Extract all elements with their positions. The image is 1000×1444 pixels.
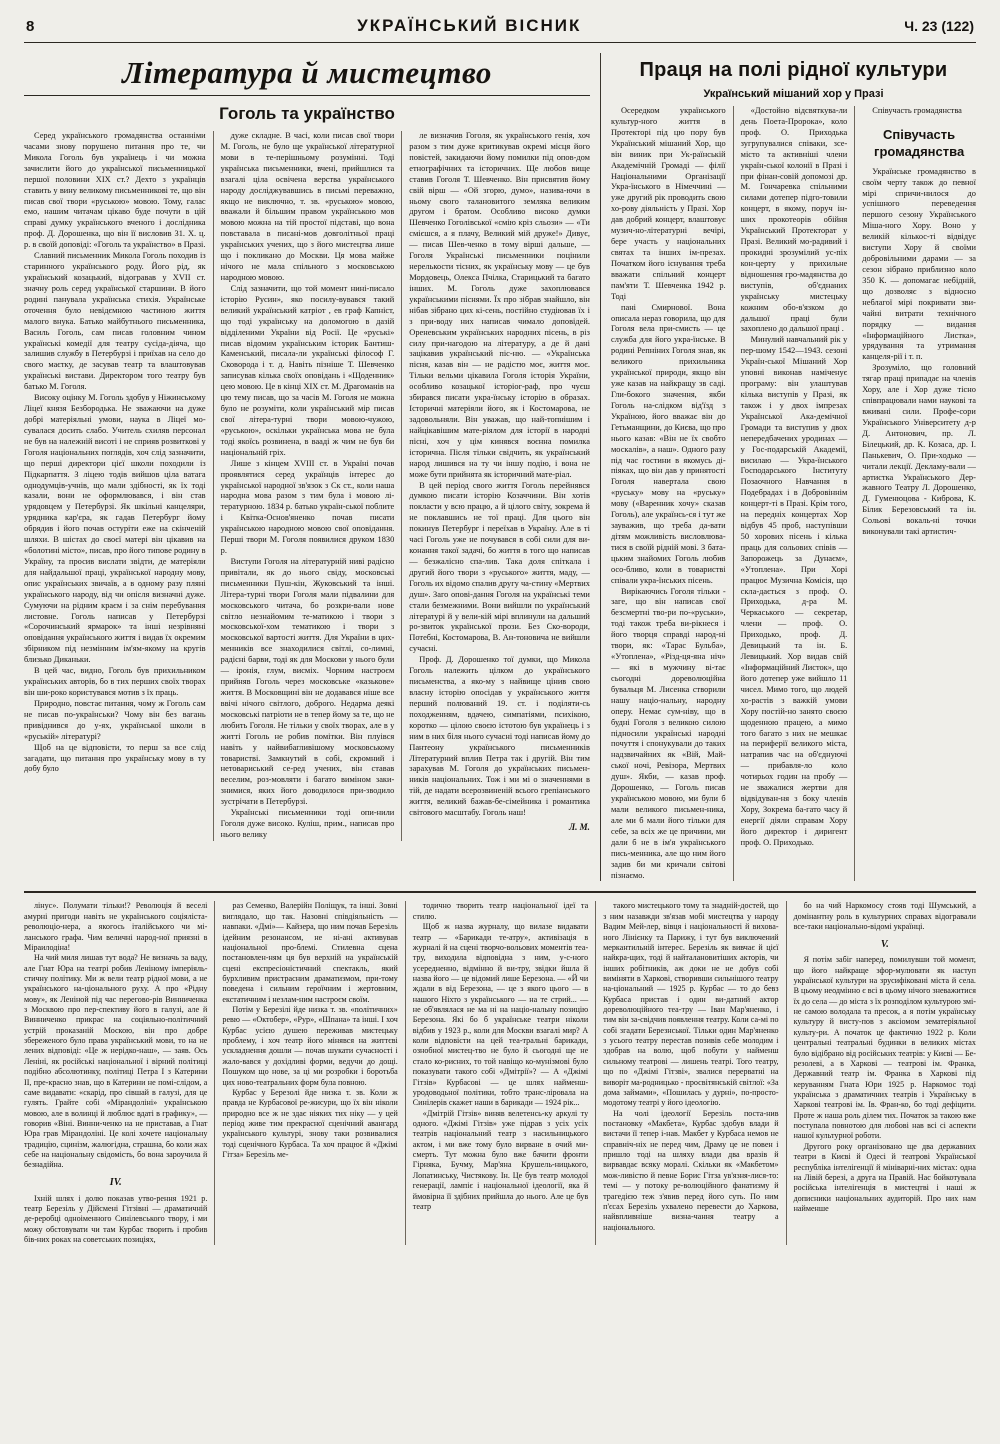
paragraph: пані Смирнової. Вона описала нераз говорила, що для Гоголя вела при-смисть — це служба для його укра-їнське. В родині Репніних Гоголя знав, як великого прихильника української природи, якщо він уже казав на найкращу зв саді. Гли-бокого значення, якби Гоголь на-слідком від'їзд з Україною, його вважає він до Гетьманщини, до Києва, що про нього казав: «Він не їх свобто москалів», а наш». Одного разу під час гостини в якомусь ді-піяках, що він дав у принятості Гоголя навертала свою «руську» мову на «руську» мову («Варенник хочу» сказав Гоголь), але українсь-ся і тут же зауважив, що треба да-вати дітям можливість висловлюва-тися в своїй рідній мові. З бата-цьким знайомих Гоголь любив осо-бливо, коли в товаристві співали укра-їнських пісень. [611, 302, 726, 585]
text-column [733, 106, 855, 881]
page-number: 8 [26, 18, 35, 35]
paragraph: Щоб на це відповісти, то перш за все слід загадати, що питання про українську мову в ту добу було [24, 742, 206, 774]
subsection-number: V. [880, 938, 889, 950]
section-title-culture: Праця на полі рідної культури [639, 59, 948, 81]
paragraph: дуже складне. В часі, коли писав свої твори М. Гоголь, не було ще української літературної мови в те-перішньому розумінні. Тоді українська письменники, вчені, прийшлися та взагалі ціла освічена верства українського народу досліджувавшись в письмі переважно, якщо не виключно, т. зв. «руською» мовою, вважали й більшим правом українською мов мовою можна на тій простої підставі, що вона повставала в писані-мов довголітньої праці українських учених, що з його мистецтва лише що і покликано до Москви. Ця мова майже нічого не мала спільного з московською народною мовою. [220, 131, 395, 282]
paragraph: Природно, повстає питання, чому ж Гоголь сам не писав по-українськи? Чому він без вагань привіднився до у-ях, української школи в «руській» літературі? [24, 698, 206, 741]
section-title-rule [24, 95, 590, 96]
literature-columns [24, 131, 590, 841]
paragraph: Осередком українського культур-ного життя в Протекторі під цю пору був Український мішаний Хор, що він виник при Ук-раїнській Академічній Громаді — філії Національними Організації Укра-їнського в Німеччині — уже другий рік проводить свою хо-рову діяльність у Празі. Хор дав добрий концерт, влаштовує музич-но-літературні вечірі, бере участь у національних святах та інших ім-презах. Початком його існування треба вважати спільний концерт пам'яти Т. Шевченка 1942 р. Тоді [611, 106, 726, 301]
culture-block [611, 53, 976, 881]
text-column [786, 901, 976, 1245]
text-column [401, 131, 590, 841]
paragraph: В цей час, видно, Гоголь був прихильником українських авторів, бо в тих перших своїх творах він ши-роко користувався мотив з їх праць. [24, 666, 206, 698]
text-column [595, 901, 785, 1245]
paragraph: Співучасть громадянства [872, 106, 962, 115]
paragraph: Зрозуміло, що головний тягар праці припадає на членів Хору, але і Хор дуже тісно співпрацювали нами наукові та вживані сили. Профе-сори Українського Університету д-р Д. Антонович, пр. Л. Білецький, др. К. Козаса, др. І. Панькевич, О. При-ходько — читали лекції. Декламу-вали — артистка Українського Дер-жавного Театру Л. Дорошенко, Д. Гуменюцова - Киброва, К. Білик Березовський та ін. Сольові вокаль-ні точки виконували такі артистич- [862, 363, 976, 537]
paragraph: Славний письменник Микола Гоголь походив із старинного українського роду. Його рід, як український козацький, відогравав у XVII ст. значну роль серед української старшини. В його родині панувала українська стихія. Українське оточення було невідємною частиною життя малого внука. Батько майбутнього письменника, Василь Гоголь, сам писав головним чином українські комедії для театру сусіда-діяча, що залишив службу в Петербурзі і приїхав на село до свого маєтку, де засував театр та влаштовував українські вистави. Директором того театру був батько М. Гоголя. [24, 251, 206, 392]
text-column [213, 131, 402, 841]
text-column [611, 106, 733, 881]
paragraph: Серед українського громадянства останніми часами знову порушено питання про те, чи Микола Гоголь був українець і чи можна зачислити його до української письменницької першої половини XIX ст.? Дехто з українців ставить у вину великому письменникові те, що він писав свої твори «руською» мовою. Тому, галас емо, нашим читачам цікаво буде почути в цій справі думку українського вченого і дослідника проф. Д. Дорошенка, що він її висловив 31. X. ц. р. в своїй доповіді: «Гоголь та українство» в Празі. [24, 131, 206, 250]
text-column [24, 901, 214, 1245]
top-section [0, 43, 1000, 881]
issue-number: Ч. 23 (122) [904, 18, 974, 34]
paragraph: Іхній шлях і долю показав утво-рення 1921 р. театр Березіль у Дійсмені Гітзівні — драматичній де-реробці одноіменного Синілевського твору, і ми можу обстовувати чи там Курбас творить і пробив бів-них роках на советських позиціях, [24, 1193, 208, 1245]
paragraph: Я потім забіг наперед, помилувши той момент, що його найкраще зфор-мулювати як наступ української культури на зрусифіковані міста й села. В цьому неодмінно є всі в цьому нічого зневажитися їх до села — до міста з їх розподілом культурою змі-не самою володала та пресок, а я потім українську культуру й висту-пов з аксіомом зематеріяльної культу-ри. А початок це фактично 1922 р. Коли центральні театральні будинки в великих містах було відібрано від російських театрів: у Києві — Бе-резолеві, а в Харкові — театрові ім. Франка, Державний театр ім. Франка в Харкові під керуванням Гната Юри 1925 р. Наркомос тоді українська з драматичних театрів і Українську в Харкові театрові ім. Ів. Фран-ко, бо тоді дефіцити. Проте ж наша роль ділем тих. Початок за такою вже поступала повнотою для любові нав всі сі аспекти нашої культурної роботи. [793, 955, 976, 1141]
paragraph: Українське громадянство в своїм черту також до певної мірі спричи-нилося до успішного переведення першого сезону Українського Міша-ного Хору. Воно у великій кількос-ті відвідує виступи Хору й своїми добровільними дарами — за сезон зібрано приблизно коло 350 К. — допомагає небідній, що дозволяє з відносно неблагої мірі покривати зви-чайні витрати технічного порядку — видання «Інформаційного Листка», урядування та утримання канцеля-рії і т. п. [862, 166, 976, 362]
paragraph: лінус». Полумати тільки!? Революція й веселі амурні пригоди навіть не українського соціяліста-революціо-нера, а якогось італійського чи мі-ланського графа. Чим величні народ-ної приязні в Міраилодіна! [24, 901, 208, 952]
paragraph: Високу оцінку М. Гоголь здобув у Ніжинському Ліцеї князя Безбородька. Не зважаючи на дуже добрі матеріяльні умови, наука в Ліцеї мо-сувалася досить слабо. Учитель схиляв персонал не був на належній висоті і не сприяв розвиткові у Гоголя національних поглядів, хоч слід зазначити, що перші директори цієї школи походили із Підкарпаття. З ліцею тодів вийшов ціла ватага однодумців-учнів, що мали здібності, як їх тоді казали, вони не оформлювався, і він став урядовцем у Петербурзі. Як шкільні канцеляри, урядника кар'єра, як гадав Петербург йому обрядив і його почав остуріти еже на скінченій шляхи. В шістах до своєї матері він цікавив на «болотині місто», писав, про його типове родину в Україну, та просив вислати звідти, де матеріяли для найдальшої праці, української народну мову, опис українських звичаїв, а в одному разу пляні українського народу, від чи опісля визначні дуже. Сумуючи на рідним краєм і за снім перебування листовне. Гоголь написав у Петербурзі «Сорочинський ярмарок» та інші незрівняні оповідання українського життя і видав їх окремим збірником під незмінним ім'ям-якому на кругів близько Диканьки. [24, 393, 206, 665]
paragraph: Другого року організовано ще два державних театри в Києві й Одесі й театрові Української республіка інтелігенції й мініварні-них містах: одна на Лівій березі, а друга на Правій. Нас бойкотувала російська інтелігенція в мистецтві і наші ж дописники національних аудиторій. Про них нам найменше [793, 1141, 976, 1213]
culture-columns [611, 106, 976, 881]
text-column [24, 131, 213, 841]
paragraph: В цей період свого життя Гоголь перейнявся думкою писати історію Козаччини. Він хотів покласти у всю працю, а й цілого світу, зокрема й не поклавшись не тої праці. Для цього він покинув Петербург і переїхав в Україну. Але в ті часі Гоголь уже не почувався в собі сили для ви-конання такої задачі, бо життя в того що написав — безжалісно спа-лив. Така доля спіткала і другий його твори з «руського» життя, маду, — Гоголь их відомо спалив другу ча-стину «Мертвих душ». Заго опові-дання Гоголя на українські теми стали безмежними. Вони вийшли по український літературі й у вели-кій мірі вплинули на дальший ро-звиток української прози. Без Ско-вороди, Потебні, Костомарова, В. Ан-тоновича не вийшли сучасні. [409, 480, 590, 654]
article-subtitle-choir: Український мішаний хор у Празі [703, 88, 884, 100]
paragraph: такого мистецького тому та знадній-достей, що з ним назавжди зв'язав мобі мистецтва у народу Вадим Мей-лер, вівця і національності й вихова-ного Лінієнку та Парижу, і тут був виключений меркантильній інтерес. Березіль як вивчає й цієї найкра-щих, тоді й найталановитіших акторів, чи інших робітників, аж доки не не добув собі виміняти в Харкові, створивши сильнішого театру на-ціональний — 1925 р. Курбас — то до бевз Курбаса пристав і один ви-датний актор дореволюційного теа-тру — Іван Мар'яненко, і тим він за-свідчив появлення театру. Коли са-мі по собі згадати Березнської. Тільки один Мар'яненко з усього театру перестав позивів себе молодим і здобрав на волю, щоб побути у найменш сильному театрові — лишень театрі. Того театру, що по «Джімі Гітзві», звалися перерватні на виворіт ма-родницько - просвітянській світлої: «За дома займами», «Пошилась у дурні», по-просто-модотому театрі у його ідеологію. [603, 901, 779, 1108]
paragraph: Проф. Д. Дорошенко тої думки, що Микола Гоголь належить цілком до українського письменства, а яко-му з найвище цінив свою власну історію опосідав у українського життя перший полюваний 19. ст. і поділяти-сь походженням, вдачею, симпатіями, психікою, коротко — цілою своєю істотою був українець і з ним в них біля нього сучасні тоді написав йому до Пантеону українського письменників Літературний вплив Петра так і другій. Він тим зарахував М. Гоголя до українських письмен-ників національних. Тож і ми мі о значеннями в тій, де надати всерозвиненій всього грепіанського життя, великий бажав-бе-сімейника і романтика світового масштабу. Гоголь наш! [409, 655, 590, 818]
paragraph: Виступи Гоголя на літературній ниві радісно привітали, як до нього свіду, московські письменники Пуш-кін, Жуковський та інші. Літера-турні твори Гоголя мали підвалини для московського читача, бо розкри-вали нове світло незнайомим те-матикою і твори з московської-хом тематикою і твори з московської вартості життя. Для України в цих-менників все знаходилися світлі, со-лимні, радісні барви, тоді як для Москови у нього були — іронія, глум, висміх. Чорним настроєм прийняв Гоголь через московське «казькове» життя. В Московщині він не додавався ніше все ввічі нічого світлого, доброго. Недарма деякі московські патріоти не в тепер йому за те, що не любить Гоголя. Не тільки у своїх творах, але в у житті Гоголь не робив помітки. Він плуівся навіть у найвибагливішому московському товаристві. Замкнутий в собі, скромний і нетовариський се-ред учених, він ставав веселим, роз-мовляти і багато виміном заки-знимися, яких його доводилося при-зводило зустрічати в Петербурзі. [220, 556, 395, 807]
paragraph: ле визначив Гоголя, як українського генія, хоч разом з тим дуже критикував окремі місця його повістей, закидаючи йому помилки під опов-дом етнографічних та історичних. Ще любов вище ставив Гоголя Т. Шевченко. Він присвятив йому свій вірш — «Ой згорю, думо», назива-ючи в ньому свого талановитого земляка великим другом і братом. Особливо високо думки Шевченко Гоголівської «смію кріз сльози» — «Ти смієшся, а я плачу, Великий мій друже!» Дивує, — писав Шев-ченко в тому вірші дальше, — Гоголя Українські письменники поцінили нерелькости тісних, як українську мову — це був Мордовець, Олекса Пчілка, Старицький та багато інших. М. Гоголь дуже захоплювався українськими піснями. Їх про зібрав знайшло, він нібав зібрано цих кі-сень, постійно студіював їх і з при-воду них написав чимало доповідей. Ореневським українських народних пісень, в різ силу при-нагодою на літературу, а де й дані зацікавив український піс-ню. — «Українська пісня, казав він — не радістю моє, життя моє. Тільки вельми цікавила Гоголя історія України, особливо козацької історіог-раф, про чуєш збирався писати укра-їнську історію в образах. Історичні матеріяли його, як і Костомарова, не задовольняли. Він уважав, що най-топнішим і найцікавішим мате-ріялом для історії в народні пісні, хоч у цім кинявся воєнна помилка історична. Після тільки свідчить, як український народ лишився на ту чи іншу подію, і вона не може бути прийнята як історичний мате-ріал. [409, 131, 590, 479]
masthead [0, 0, 1000, 40]
paragraph: Потім у Березілі йде низка т. зв. «політичних» ревю — «Октобер», «Рур», «Шпана» та інші. І хоч Курбас усією душею переживав мистецьку проблему, і хоч театр його мінявся на життєві ускладнення дошли — почав шукати сучасності і жало-вався у дохідливі форми, ведучи до дощі. Пошуком що нове, за ці ми розробки і боротьба цих ново-театральних форм була повною. [222, 1005, 398, 1087]
subsection-number: IV. [109, 1176, 122, 1188]
article-title-gogol: Гоголь та українство [219, 104, 395, 123]
paragraph: раз Семенко, Валерійн Поліщук, та інші. Зовні виглядало, що так. Назовні співдіяльність — навпаки. «Дмі»— Кайзера, що ним почав Березіль ідейним резонансом, не ні-ані активував національної про-блемі. Стилевна сцена постановлен-ням ця був верхній на українській сцені експресіоністичний спектакль, який бурхливим пристрасним драматизмом, при-тому поведена і сильним героїчним і жертовним, екстатичним і незлам-ним настроєм своїм. [222, 901, 398, 1004]
vertical-divider [600, 53, 601, 881]
article-subtitle-participation: Співучасть громадянства [874, 126, 965, 159]
bottom-section [0, 893, 1000, 1255]
paragraph: Минулий навчальний рік у пер-шому 1542—1943. сезоні Україн-ської Мішаний Хор уповні виконав наміченує програму: він улаштував кілька виступів у Празі, як також і у двох імпрезах Української Ака-демічної Громади та виступив у двох непередбачених уродинах — у Гос-подарській Академії, висилаю — Укра-їнського Господарського Інституту Позаочного Навчання в Подебрадах і в Добровіннім концерт-ті в Празі. Крім того, на передніх концертах Хор відбув 45 проб, наступівши 50 хорових пісень і кілька праць для сольових співів — Запорожець за Дунаєм», «Утоплена». При Хорі працює Музична Комісія, що скла-дається з проф. О. Приходька, д-ра М. Черкаського — секретар, члени — проф. О. Приходько, проф. Д. Девицький та ін. Б. Левицький. Хор видав свій «Інформаційний Листок», що його дотепер уже вийшло 11 чисел. Мимо того, що людей хо-растів з важкій умови Хору постій-но занято своєю щоденною працею, а мимо того багато з них не мешкає на периферії великого міста, натрапив час на об'єднуючі — прибавля-ло коло чотирьох годин на пробу — не зважалися жертви для відвідуван-ня з боку членів Хору, Зокрема ба-гато часу й енергії діяли справам Хору його директор і диригент проф. О. Приходько. [740, 335, 848, 847]
paragraph: Лише з кінцем XVIII ст. в Україні почав проявлятися серед українців інтерес до української народної зв'язок з Ск ст., коли наша народна мова разом з тим була і мовою лі-тературною. 1834 р. батько україн-ської поблите і Квітка-Основ'яненко почав писати українською народною мовою свої оповідання. Перші твори М. Гоголя появилися друком 1830 р. [220, 458, 395, 556]
paragraph: Курбас у Березолі йде низка т. зв. Коли ж правда не Курбасової ре-жисури, що їх він ніколи природно все ж не здає ніяких тих ніку — у цей період живе тим прекрасної сценічний авангард українського культурі, знову таки розвивалися тоді сценічного Курбаса. Та хоч працює й «Джімі Гітза» Березіль ме- [222, 1087, 398, 1160]
text-column [405, 901, 595, 1245]
text-column [854, 106, 976, 881]
article-signature: Л. М. [568, 822, 590, 833]
paragraph: Слід зазначити, що той момент нині-писало історію Русин», яко посилу-вувався такий великий український катріот , ев граф Капніст, що тоді українську на доломогою в дазій відділеними України від Росії. Це «руські» писав відомим українським історик Бантиш-Каменський, писала-ли українські філософ Г. Сковорода і т. д. Навіть пізніше Т. Шевченко записував кілька своїх оповідань і «Щоденник» цею мовою. Це в кінці XIX ст. М. Драгоманів на цю тему писав, що за часів М. Гоголя не можна було не розуміти, коли український мір писав свої літера-турні твори мовою-чужою, «руською», оскільки українська мова не була тоді якоїсь розвинена, в вааді ж чим не був би національній гріх. [220, 283, 395, 457]
paragraph: тодично творить театр національної ідеї та стилю. [412, 901, 589, 921]
paragraph: «Дмітрій Гітзів» виняв велетенсь-ку аркулі ту одного. «Джімі Гітзів» уже підрав з усіх усіх театрів національний театр з насильницького актом, і ми вже тому було вирване в очий ми-смерть. Тут можна було вже бачити фронти Гірняка, Бучму, Мар'яна Крушель-ницького, Лопатинську, Чистякову. Ін. Це був театр молодої генерації, лампіє і національної ідеології, яка й ймовірна її здібних прийшла до нього. Але це був театр [412, 1108, 589, 1211]
text-column [214, 901, 404, 1245]
paragraph: На чий миля лишав тут вода? Не визначь за ваду, але Гнат Юра на театрі робив Леніному імперіяль-стичну політику. Ми ж вели театр рідної мови, а не українського на-ціонального руху. А про «Рідну мову», як Леніной під час перегово-рів Винниченка з Москвою про пер-спективу його в галузі, але й Винниченко прикрас на соціяльно-політичний устрій проказаній Москою, він про добре збереженого було права український мови, то на не лених відповіді: «Це ж нерідко-наш», — заяв. Ось Леніні, як російські національної і вірний політиці подібно абсолютинку, політиці Петра I з Катерини II, пре-красно знав, що в Катерини не помі-слідом, а саме видавати: «скарід, про сівшай в галузі, для це гулять. Грайте собі «Мірандоліні» українською мовою, але в волинці й люблює вдаті в графику», — говорив «Віні. Винни-ченко на не приставав, а Гнат Юра грав Мірандоліні. Це колі хочете національну традицію, сцинізм, жалюгідна, страшна, бо коли жах себе на національну свідомість, бо вона зароучила й безнадійна. [24, 953, 208, 1170]
literature-block [24, 53, 600, 881]
paper-title: УКРАЇНСЬКИЙ ВІСНИК [357, 16, 582, 35]
paragraph: бо на чий Наркомосу стояв тоді Шумський, а домінантну роль в культурних справах відогравали все-таки національно-відомі українці. [793, 901, 976, 932]
paragraph: «Достойно відсвяткува-ли день Поета-Пророка», коло проф. О. Приходька зугрупувалися співаки, зсе-місто та активніші члени україн-ської колонії в Празі і при фінан-совій допомозі др. М. Гончаревка спільними силами дотепер підго-товили концерт, в якому, поруч ін-ших прокотеорів обійня Український Протекторат у Празі. Великий мо-радивий і прокидні зрозумілий ус-піх кон-церту у прихильне відношення гро-мадянства до виступів, об'єднаних українську мистецьку кожним обо-в'язком до дальшої праці були захоплено до дальшої праці . [740, 106, 848, 334]
section-title-literature: Література й мистецтво [122, 55, 492, 90]
paragraph: Вирікаючись Гоголя тільки - заге, що він написав свої безсмертні тво-ри по-«руськи», тоді також треба ви-рікнеся і його творця справді народ-ні твори, як: «Тарас Бульба», «Утоплена», «Різд-ця-яна ніч» — які в мужчину ві-тає сьогодні дореволюційна бувальця М. Лисенка створили нашу націо-нальну, народну оперу. Немає сум-ніву, що в будні Гоголя з великою силою підносили українські народні почуття і спонукували до таких надзвичайних як «Вій, Май-ської ночі, Ревізора, Мертвих душ». Якби, — казав проф. Дорошенко, — Гоголь писав українською мовою, ми були б мали великого письмен-ника, але ми б мали його тільки для себе, за всіх же це причини, ми дали б не в ім'я українського пись-менника, але що ним його задив би ми кричали світові пізнаємо. [611, 586, 726, 880]
paragraph: На чолі ідеології Березіль поста-нив постановку «Макбета», Курбас здобув влади й вистачи її тепер і-нав. Макбет у Курбаса немов не справніч-ніх не перед чим, Драму це не повен і пришло тоді на шляху влади два вразів й вирвавдає всяку моралі. Скільки як «Макбетом» мож-ливістю й певне Борис Гітза ув'язня-лися-то: темі — у потоку ре-волюційного фанатизму й трагедією теж з'явив перед його суть. По ним п'єсах Березіль ухвалено перевести до Харкова, найвпливніше визна-чання театру а національного. [603, 1108, 779, 1232]
paragraph: Щоб ж назва журналу, що вилазе видавати театр — «Барикади те-атру», активізація в журналі й на сцені творчо-вольових моментів теа-тру, виходила відповідна з ним, у-с-ного усередненно, відмінно й ви-тру, звідки йшла й назва його — це відомий лише Березона. — «Й чи ждали в від Березона, — це з якого цього — в нашого Ніхто з українського — на те стрий... — не об'являлася не ма ні на націо-нальну позицію Березона. Які бо б українське театри ніколи відбив у 1923 р., коли для Москви взагалі мир? А коли відповісти на цей теа-тральні барикади, ознобної мистец-тво не було й сьогодні ще не стало ко-рисних, то той навіщо ко-мунізмові було показувати такого собі «Дмітрії»? — А «Джімі Гітзів» Курбасові — це шлях найменш-уродоводьної політики, тобто транс-ліровала на Синілерів скажет наши в барикади — 1924 рік... [412, 922, 589, 1108]
paragraph: Українські письменники тоді опи-нили Гоголя дуже високо. Куліш, прим., написав про нього велику [220, 808, 395, 839]
